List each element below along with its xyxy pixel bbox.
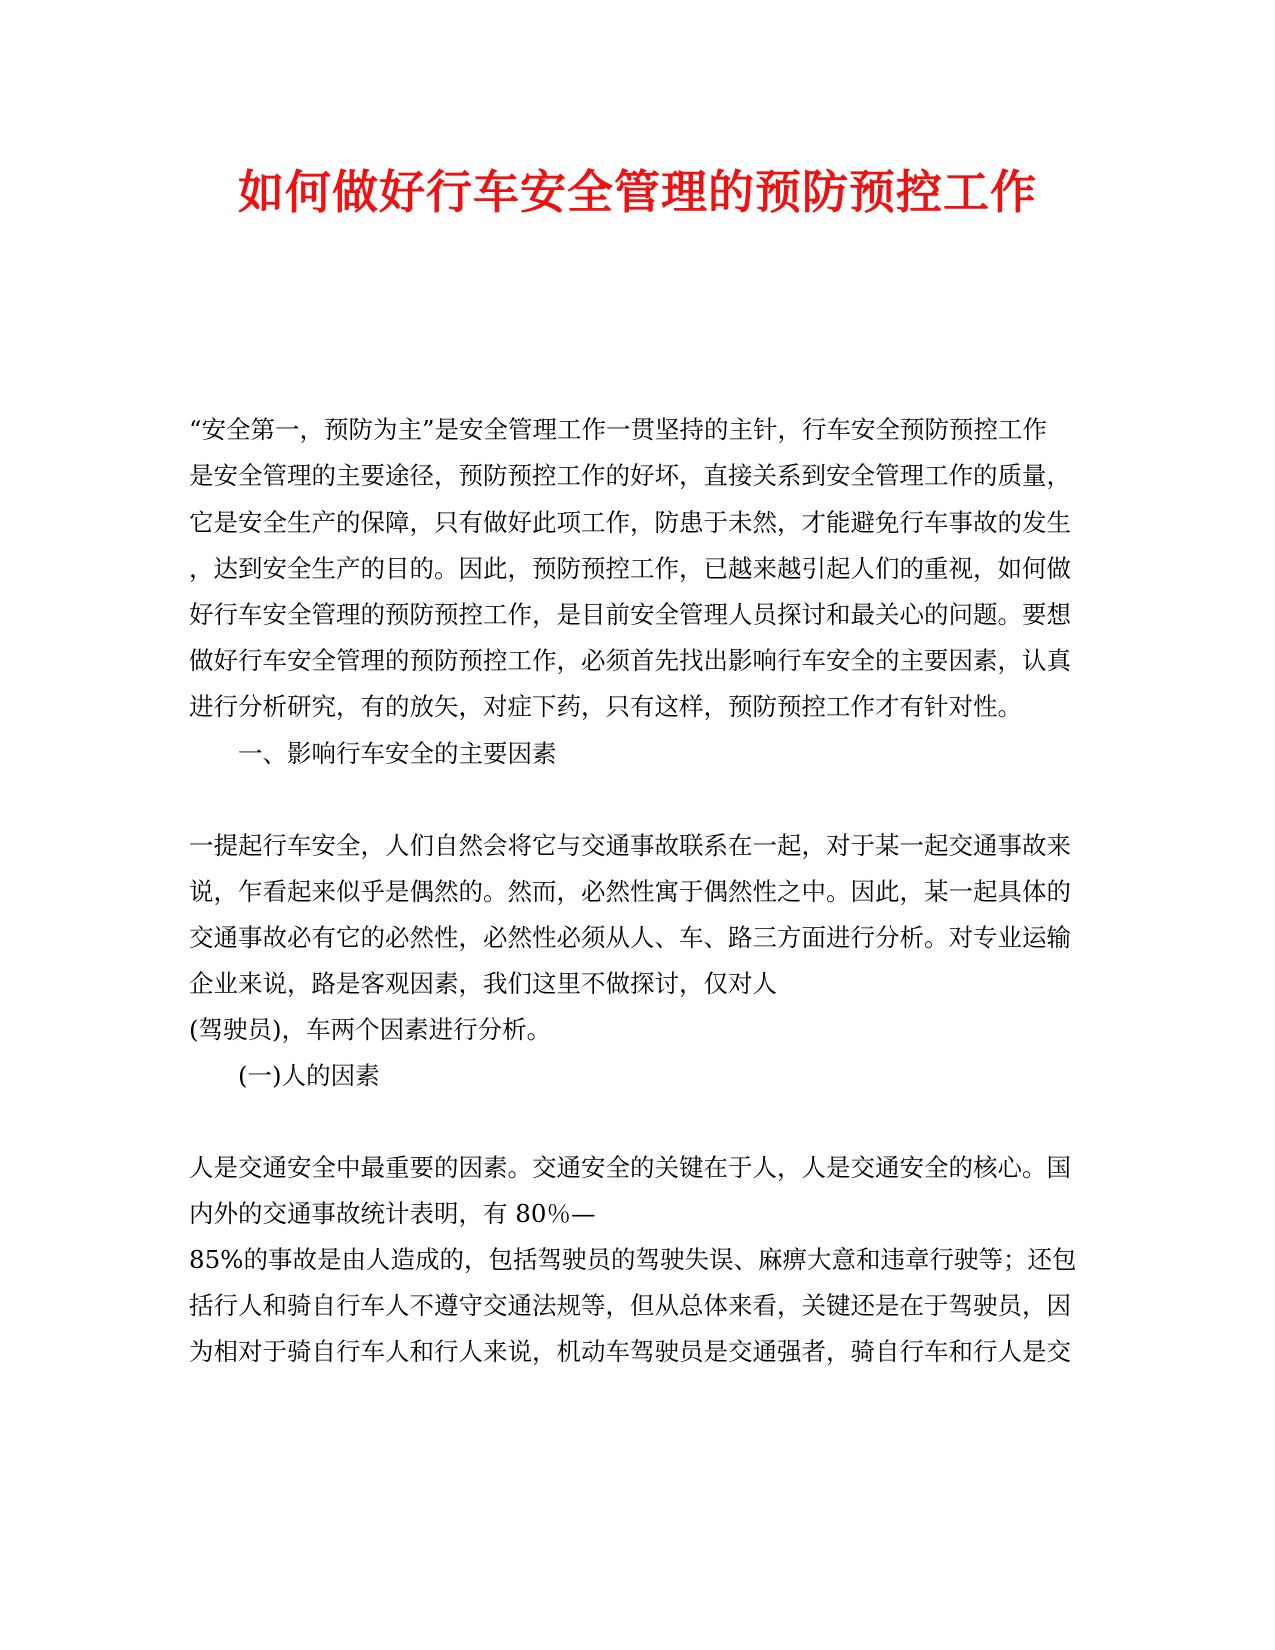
paragraph-line: 括行人和骑自行车人不遵守交通法规等，但从总体来看，关键还是在于驾驶员，因 (189, 1291, 1071, 1320)
paragraph-line: 它是安全生产的保障，只有做好此项工作，防患于未然，才能避免行车事故的发生 (189, 508, 1071, 537)
subsection-heading: (一)人的因素 (238, 1061, 380, 1090)
paragraph-line: 一提起行车安全，人们自然会将它与交通事故联系在一起，对于某一起交通事故来 (189, 831, 1071, 860)
paragraph-line: (驾驶员)，车两个因素进行分析。 (189, 1015, 552, 1044)
paragraph-line: 内外的交通事故统计表明，有 80％— (189, 1199, 596, 1228)
paragraph-line: 是安全管理的主要途径，预防预控工作的好坏，直接关系到安全管理工作的质量， (189, 461, 1071, 490)
paragraph-line: 做好行车安全管理的预防预控工作，必须首先找出影响行车安全的主要因素，认真 (189, 646, 1071, 675)
paragraph-line: ，达到安全生产的目的。因此，预防预控工作，已越来越引起人们的重视，如何做 (189, 554, 1071, 583)
paragraph-line: 交通事故必有它的必然性，必然性必须从人、车、路三方面进行分析。对专业运输 (189, 923, 1071, 952)
paragraph-line: 企业来说，路是客观因素，我们这里不做探讨，仅对人 (189, 969, 777, 998)
paragraph-line: 进行分析研究，有的放矢，对症下药，只有这样，预防预控工作才有针对性。 (189, 692, 1022, 721)
paragraph-line: “安全第一，预防为主”是安全管理工作一贯坚持的主针，行车安全预防预控工作 (189, 415, 1048, 444)
paragraph-line: 好行车安全管理的预防预控工作，是目前安全管理人员探讨和最关心的问题。要想 (189, 600, 1071, 629)
paragraph-line: 人是交通安全中最重要的因素。交通安全的关键在于人，人是交通安全的核心。国 (189, 1153, 1071, 1182)
section-heading: 一、影响行车安全的主要因素 (238, 739, 557, 768)
paragraph-line: 为相对于骑自行车人和行人来说，机动车驾驶员是交通强者，骑自行车和行人是交 (189, 1337, 1071, 1366)
document-title: 如何做好行车安全管理的预防预控工作 (238, 165, 1037, 219)
paragraph-line: 说，乍看起来似乎是偶然的。然而，必然性寓于偶然性之中。因此，某一起具体的 (189, 877, 1071, 906)
paragraph-line: 85%的事故是由人造成的，包括驾驶员的驾驶失误、麻痹大意和违章行驶等；还包 (189, 1245, 1077, 1274)
